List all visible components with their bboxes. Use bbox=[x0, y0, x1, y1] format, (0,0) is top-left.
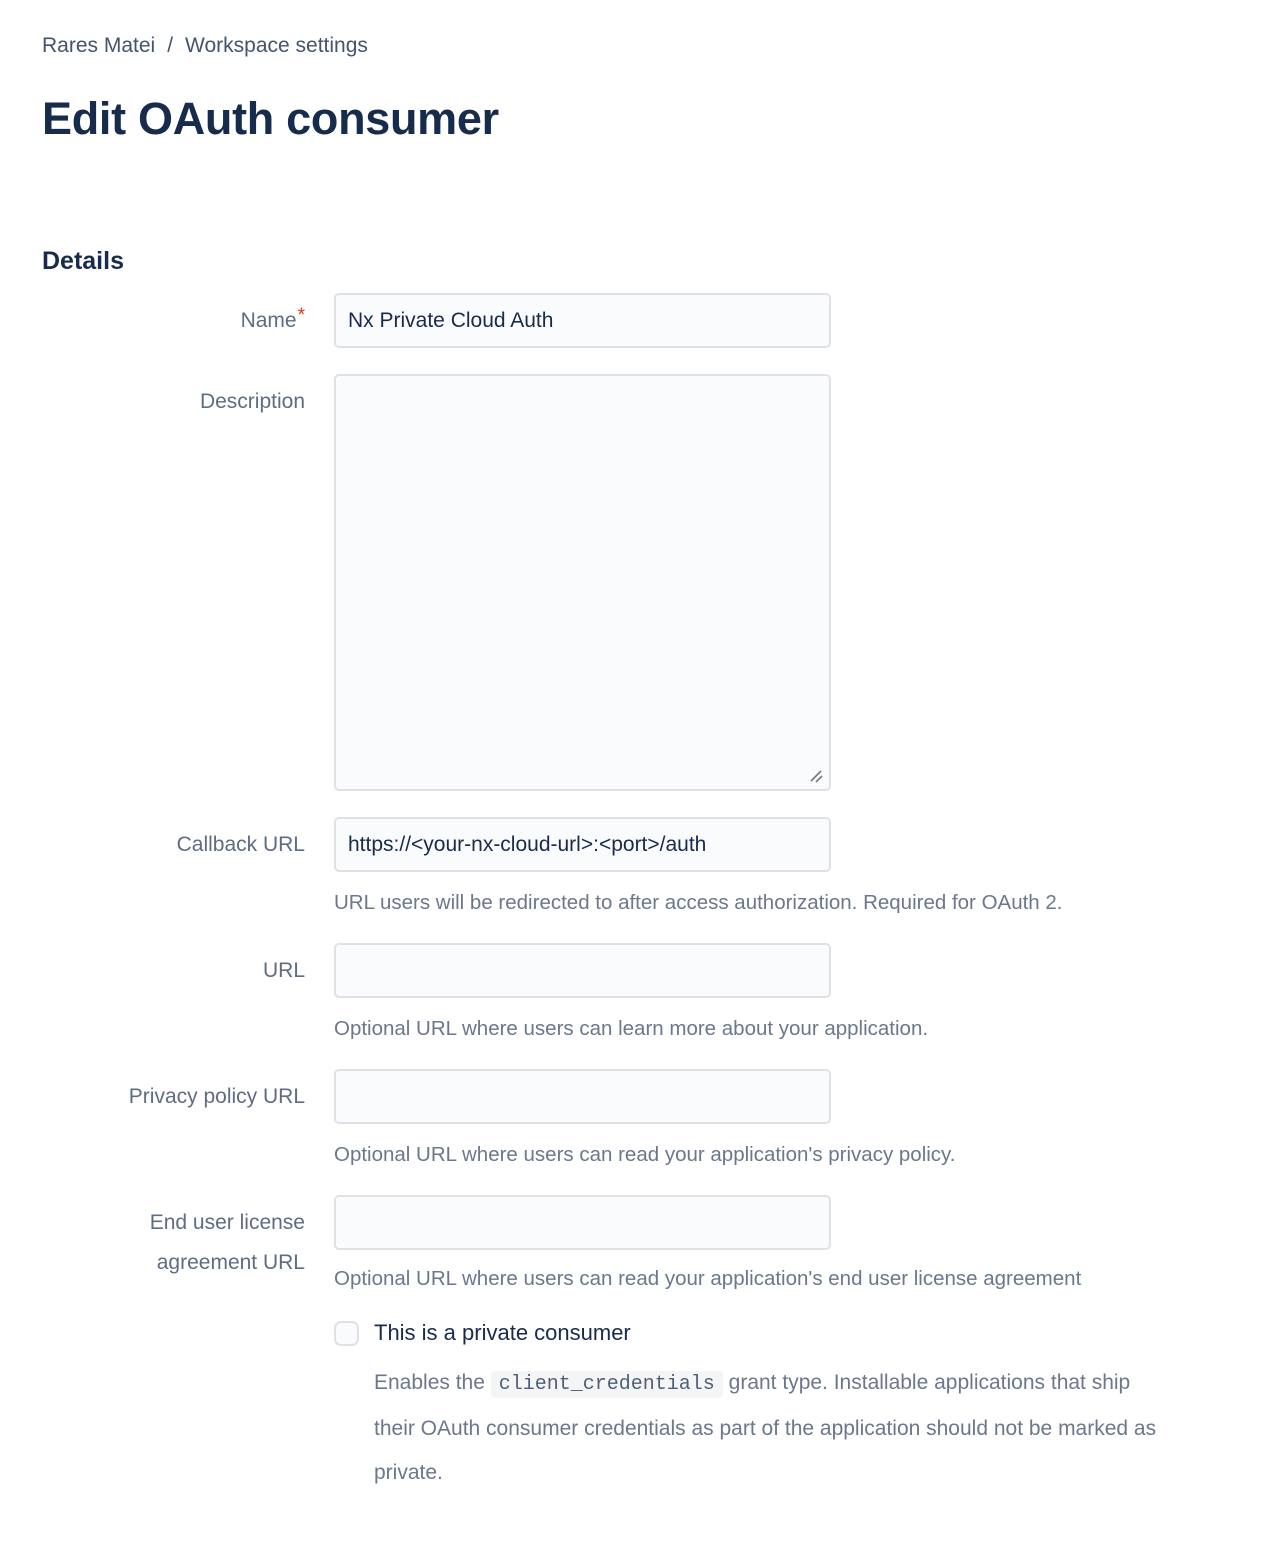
breadcrumb-separator: / bbox=[167, 34, 174, 57]
required-asterisk: * bbox=[297, 305, 305, 326]
private-consumer-help: Enables the client_credentials grant type. Installable applications that ship their OAuth consumer credentials as part of the application should not be marked as private. bbox=[374, 1371, 1157, 1484]
breadcrumb bbox=[42, 32, 1236, 60]
url-input[interactable] bbox=[334, 943, 831, 998]
privacy-policy-url-label: Privacy policy URL bbox=[128, 1085, 305, 1108]
eula-url-label: End user license agreement URL bbox=[149, 1211, 305, 1274]
private-consumer-label[interactable]: This is a private consumer bbox=[374, 1320, 631, 1345]
textarea-resize-handle[interactable] bbox=[808, 768, 824, 784]
client-credentials-code: client_credentials bbox=[491, 1371, 723, 1398]
privacy-policy-url-input[interactable] bbox=[334, 1069, 831, 1124]
eula-url-help: Optional URL where users can read your application's end user license agreement bbox=[334, 1267, 1082, 1290]
breadcrumb-workspace-settings-link[interactable]: Workspace settings bbox=[185, 34, 368, 57]
callback-url-help: URL users will be redirected to after access authorization. Required for OAuth 2. bbox=[334, 891, 1063, 914]
eula-url-field-row bbox=[42, 1195, 1236, 1293]
callback-url-field-row bbox=[42, 817, 1236, 917]
url-help: Optional URL where users can learn more about your application. bbox=[334, 1017, 929, 1040]
callback-url-input[interactable] bbox=[334, 817, 831, 872]
url-field-row bbox=[42, 943, 1236, 1043]
page-title: Edit OAuth consumer bbox=[42, 93, 499, 144]
url-label: URL bbox=[262, 959, 305, 982]
privacy-policy-url-field-row bbox=[42, 1069, 1236, 1169]
description-textarea[interactable] bbox=[334, 374, 831, 791]
description-field-row bbox=[42, 374, 1236, 791]
eula-url-input[interactable] bbox=[334, 1195, 831, 1250]
description-label: Description bbox=[199, 390, 305, 413]
details-section-heading: Details bbox=[42, 247, 124, 275]
privacy-policy-url-help: Optional URL where users can read your application's privacy policy. bbox=[334, 1143, 956, 1166]
private-consumer-checkbox[interactable] bbox=[334, 1321, 359, 1346]
oauth-consumer-form bbox=[42, 293, 1236, 1495]
name-input[interactable] bbox=[334, 293, 831, 348]
callback-url-label: Callback URL bbox=[176, 833, 305, 856]
breadcrumb-workspace-link[interactable]: Rares Matei bbox=[42, 34, 156, 57]
private-consumer-row bbox=[42, 1319, 1236, 1495]
resize-grip-icon bbox=[808, 768, 824, 784]
name-label: Name* bbox=[240, 305, 305, 332]
name-field-row bbox=[42, 293, 1236, 348]
